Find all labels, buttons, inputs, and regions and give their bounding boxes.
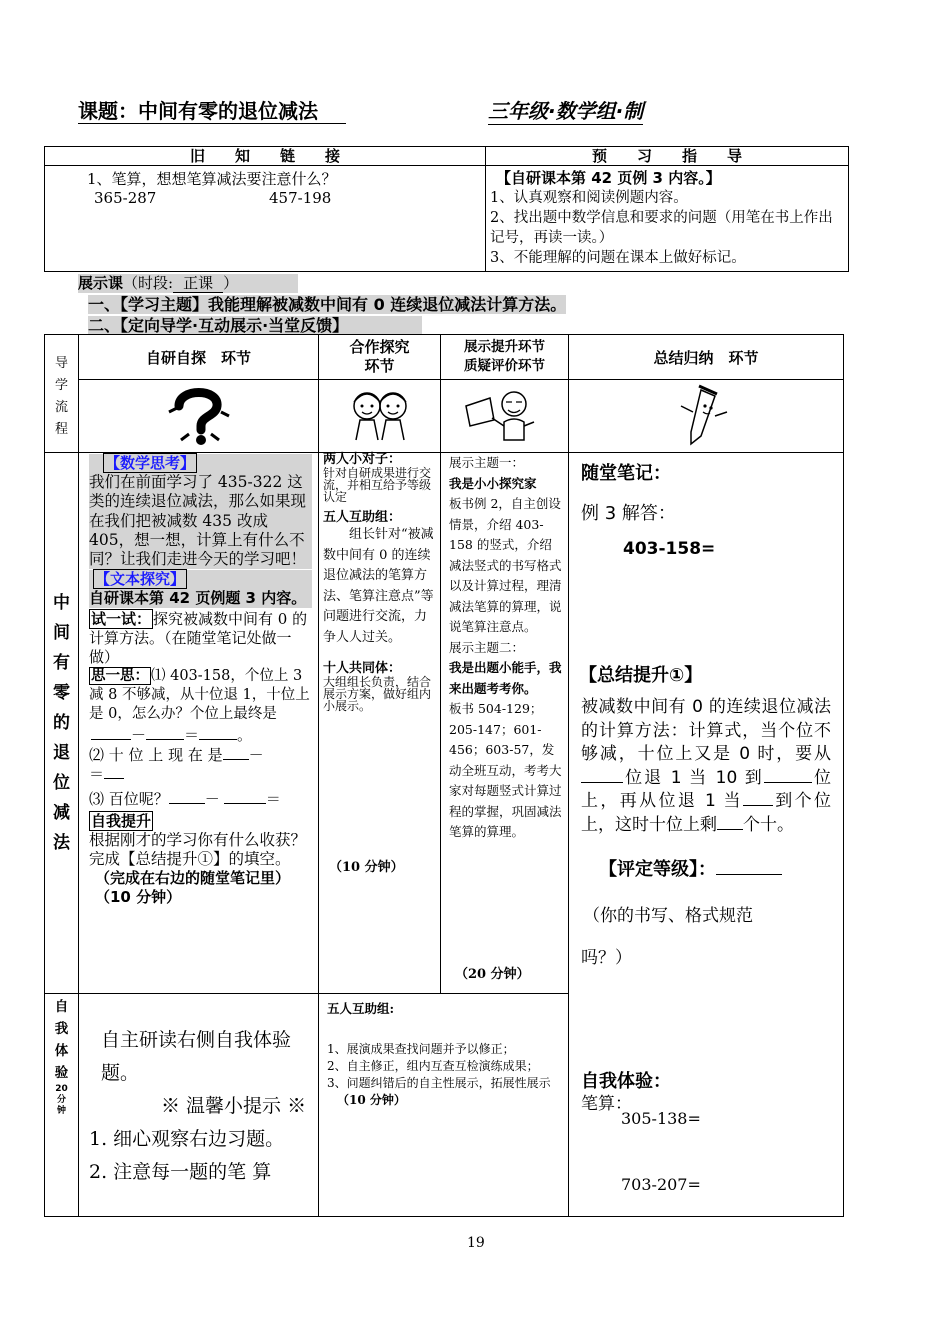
experience-label: 笔算： [581,1094,632,1114]
summary-header: 总结归纳 环节 [569,335,844,380]
summary-title: 【总结提升①】 [579,665,703,686]
pencil-icon [569,380,844,453]
grade-hint-1: （你的书写、格式规范 [583,906,753,926]
show-time: （20 分钟） [455,967,530,982]
self-study-cell [79,453,319,994]
question-3: ⑶ 百位呢？ － ＝ [89,790,281,809]
experience-col1 [79,994,319,1217]
learning-theme: 一、【学习主题】我能理解被减数中间有 0 连续退位减法计算方法。 [88,295,567,314]
coop-header: 合作探究 环节 [319,335,441,380]
coop-cell [319,453,441,994]
two-kids-icon [319,380,441,453]
show-topic-1-title: 我是小小探究家 [449,475,537,491]
main-flow-table [44,334,844,1217]
self-study-header: 自研自探 环节 [79,335,319,380]
preview-title: 【自研课本第 42 页例 3 内容。】 [496,169,721,187]
experience-group-title: 五人互助组: [327,1001,395,1016]
old-expr-2: 457-198 [269,189,332,207]
summary-cell [569,453,844,1217]
text-study-tag: 【文本探究】 [95,570,186,589]
example-calc: 403-158= [623,539,716,559]
tip-item-1: 1. 细心观察右边习题。 [89,1128,285,1150]
page-title: 课题：中间有零的退位减法 [78,95,346,124]
show-topic-2-title: 我是出题小能手，我来出题考考你。 [449,660,562,696]
old-knowledge-question: 1、笔算，想想笔算减法要注意什么？ [87,170,337,188]
math-thinking-text: 我们在前面学习了 435-322 这类的连续退位减法，那么如果现在我们把被减数 435 改成 405，想一想，计算上有什么不同？让我们走进今天的学习吧！ [89,473,312,569]
show-header: 展示提升环节 质疑评价环节 [441,335,569,380]
ten-group-text: 大组组长负责，结合展示方案，做好组内小展示。 [323,675,432,713]
self-improve-text-1: 根据刚才的学习你有什么收获？ [89,831,307,850]
presenter-icon [441,380,569,453]
experience-title: 自我体验： [581,1071,671,1092]
show-topic-2: 展示主题二： [449,639,525,655]
old-knowledge-header: 旧 知 链 接 [45,147,486,166]
old-expr-1: 365-287 [94,189,157,207]
five-group-title: 五人互助组： [323,510,402,525]
self-improve-tag: 自我提升 [91,812,152,831]
grade-title: 【评定等级】： [599,855,782,881]
guide-title: 二、【定向导学·互动展示·当堂反馈】 [88,316,422,335]
self-improve-text-2: 完成【总结提升①】的填空。 [89,850,291,869]
pair-text: 针对自研成果进行交流，并相互给予等级认定 [323,466,432,504]
prior-knowledge-table [44,146,849,272]
grade-hint-2: 吗？） [581,948,632,968]
tip-item-2: 2. 注意每一题的笔 算 [89,1161,272,1183]
question-mark-icon [79,380,319,453]
experience-instruction: 自主研读右侧自我体验题。 [101,1029,292,1084]
self-improve-text-3: （完成在右边的随堂笔记里）（10 分钟） [95,869,291,907]
show-topic-1: 展示主题一： [449,455,525,470]
lesson-side-label: 中间有零的退位减法 [45,453,79,994]
text-study-task: 自研课本第 42 页例题 3 内容。 [89,589,312,608]
experience-group-item: 3、问题纠错后的自主性展示，拓展性展示（10 分钟） [327,1076,551,1107]
ten-group-title: 十人共同体： [323,661,402,676]
experience-q1: 305-138= [621,1109,701,1128]
example-label: 例 3 解答： [581,503,676,524]
note-title: 随堂笔记： [581,463,671,484]
tips-title: ※ 温馨小提示 ※ [161,1095,307,1117]
show-topic-2-text: 板书 504-129；205-147；601-456；603-57，发动全班互动，考考大家对每题竖式计算过程的掌握，巩固减法笔算的算理。 [449,701,562,839]
experience-q2: 703-207= [621,1175,701,1194]
preview-item: 1、认真观察和阅读例题内容。 [490,190,688,206]
preview-header: 预 习 指 导 [486,147,849,166]
show-cell [441,453,569,994]
blank-line-1: － ＝ 。 [89,724,312,746]
show-lesson-line: 展示课（时段: 正课 ） [78,274,298,293]
question-2: ⑵ 十 位 上 现 在 是 － ＝ [89,746,264,784]
maker-label: 三年级·数学组·制 [488,95,643,125]
try-it-block: 试一试： 探究被减数中间有 0 的计算方法。（在随堂笔记处做一做） [89,610,308,667]
coop-time: （10 分钟） [329,860,404,875]
experience-group-item: 1、展演成果查找问题并予以修正； [327,1042,515,1056]
five-group-text: 组长针对“被减数中间有 0 的连续退位减法的笔算方法、笔算注意点”等问题进行交流，力争人人过关。 [323,527,434,645]
think-block: 思一思： ⑴ 403-158，个位上 3 减 8 不够减，从十位退 1，十位上是 0，怎么办？个位上最终是 [89,668,310,723]
summary-text: 被减数中间有 0 的连续退位减法的计算方法：计算式，当个位不够减，十位上又是 0 时，要从位退 1 当 10 到 位上，再从位退 1 当 到个位上，这时十位上剩 个十。 [581,697,831,835]
experience-group-item: 2、自主修正，组内互查互检演练成果； [327,1059,539,1073]
page-number: 19 [467,1235,485,1251]
experience-side-label: 自我体验 20 分钟 [45,994,79,1217]
pair-title: 两人小对子： [323,452,402,467]
show-topic-1-text: 板书例 2，自主创设情景，介绍 403-158 的竖式，介绍减法竖式的书写格式以及计算过程，理清减法笔算的算理，说说笔算注意点。 [449,496,562,634]
experience-group-cell [319,994,569,1217]
preview-item: 3、不能理解的问题在课本上做好标记。 [490,250,746,266]
preview-item: 2、找出题中数学信息和要求的问题（用笔在书上作出记号，再读一读。） [490,210,833,246]
math-thinking-tag: 【数学思考】 [105,454,196,472]
flow-header: 导学流程 [45,335,79,453]
